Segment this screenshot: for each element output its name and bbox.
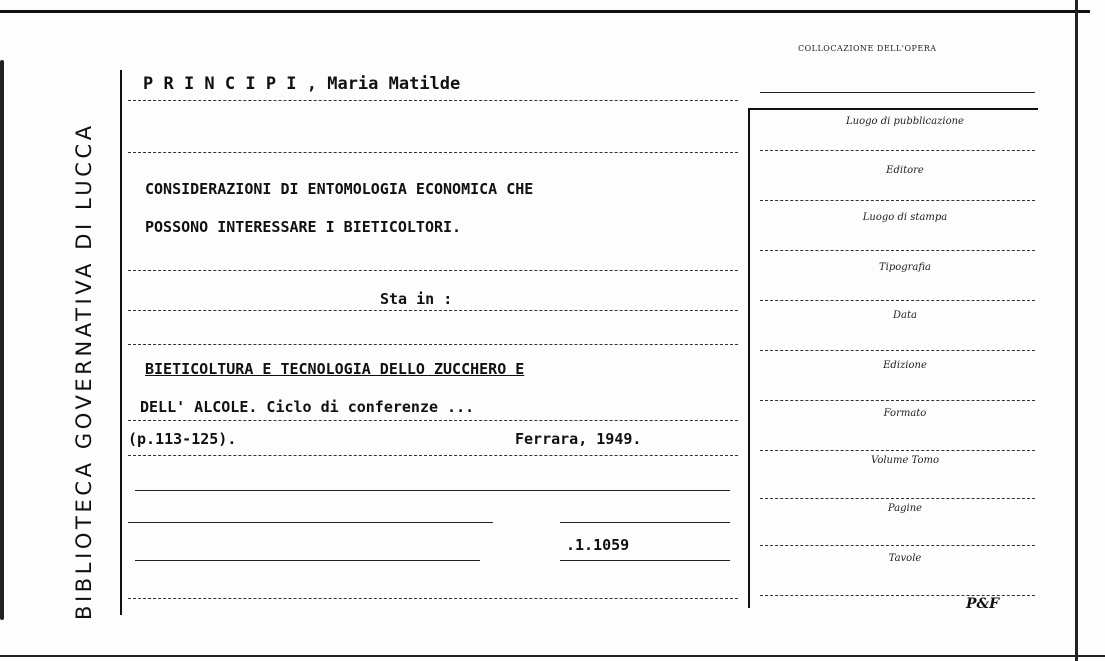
title-line-2: POSSONO INTERESSARE I BIETICOLTORI. bbox=[145, 218, 462, 236]
rule-blank-3 bbox=[128, 344, 738, 345]
author: P R I N C I P I , Maria Matilde bbox=[143, 74, 461, 94]
rule-r2 bbox=[760, 200, 1035, 201]
label-data: Data bbox=[893, 310, 917, 321]
rule-source bbox=[128, 420, 738, 421]
rule-solid-2a bbox=[128, 522, 493, 523]
label-formato: Formato bbox=[883, 408, 927, 419]
label-luogo-pubblicazione: Luogo di pubblicazione bbox=[846, 116, 964, 127]
rule-r7 bbox=[760, 450, 1035, 451]
pages: (p.113-125). bbox=[128, 430, 237, 448]
rule-bottom bbox=[128, 598, 738, 599]
handwritten-mark: P&F bbox=[966, 596, 1000, 612]
rule-solid-2b bbox=[560, 522, 730, 523]
rule-solid-3b bbox=[560, 560, 730, 561]
card-right-edge bbox=[1075, 0, 1078, 661]
publication-box-left bbox=[748, 108, 750, 608]
rule-blank-2 bbox=[128, 270, 738, 271]
label-luogo-stampa: Luogo di stampa bbox=[862, 212, 948, 223]
rule-author bbox=[128, 100, 738, 101]
rule-r1 bbox=[760, 150, 1035, 151]
collocazione-label: COLLOCAZIONE DELL'OPERA bbox=[798, 44, 937, 53]
rule-r9 bbox=[760, 545, 1035, 546]
title-line-1: CONSIDERAZIONI DI ENTOMOLOGIA ECONOMICA CHE bbox=[145, 180, 534, 198]
rule-collocazione bbox=[760, 92, 1035, 93]
rule-r5 bbox=[760, 350, 1035, 351]
label-edizione: Edizione bbox=[883, 360, 927, 371]
label-tipografia: Tipografia bbox=[878, 262, 932, 273]
card-bottom-edge bbox=[0, 655, 1105, 657]
rule-r4 bbox=[760, 300, 1035, 301]
rule-r6 bbox=[760, 400, 1035, 401]
label-pagine: Pagine bbox=[887, 503, 923, 514]
rule-imprint bbox=[128, 455, 738, 456]
rule-blank-1 bbox=[128, 152, 738, 153]
publication-box-top bbox=[748, 108, 1038, 110]
card-left-edge bbox=[0, 60, 4, 620]
label-tavole: Tavole bbox=[888, 553, 922, 564]
rule-solid-3a bbox=[135, 560, 480, 561]
place-year: Ferrara, 1949. bbox=[515, 430, 642, 448]
card-top-edge bbox=[0, 10, 1090, 13]
rule-r8 bbox=[760, 498, 1035, 499]
rule-sta-in bbox=[128, 310, 738, 311]
label-volume-tomo: Volume Tomo bbox=[871, 455, 939, 466]
sta-in-label: Sta in : bbox=[380, 290, 453, 308]
source-line-2: DELL' ALCOLE. Ciclo di conferenze ... bbox=[140, 398, 475, 416]
rule-r3 bbox=[760, 250, 1035, 251]
source-line-1: BIETICOLTURA E TECNOLOGIA DELLO ZUCCHERO E bbox=[145, 360, 525, 378]
label-editore: Editore bbox=[886, 165, 924, 176]
library-name: BIBLIOTECA GOVERNATIVA DI LUCCA bbox=[72, 122, 96, 620]
margin-rule bbox=[120, 70, 122, 615]
shelfmark: .1.1059 bbox=[566, 536, 630, 554]
rule-solid-1 bbox=[135, 490, 730, 491]
